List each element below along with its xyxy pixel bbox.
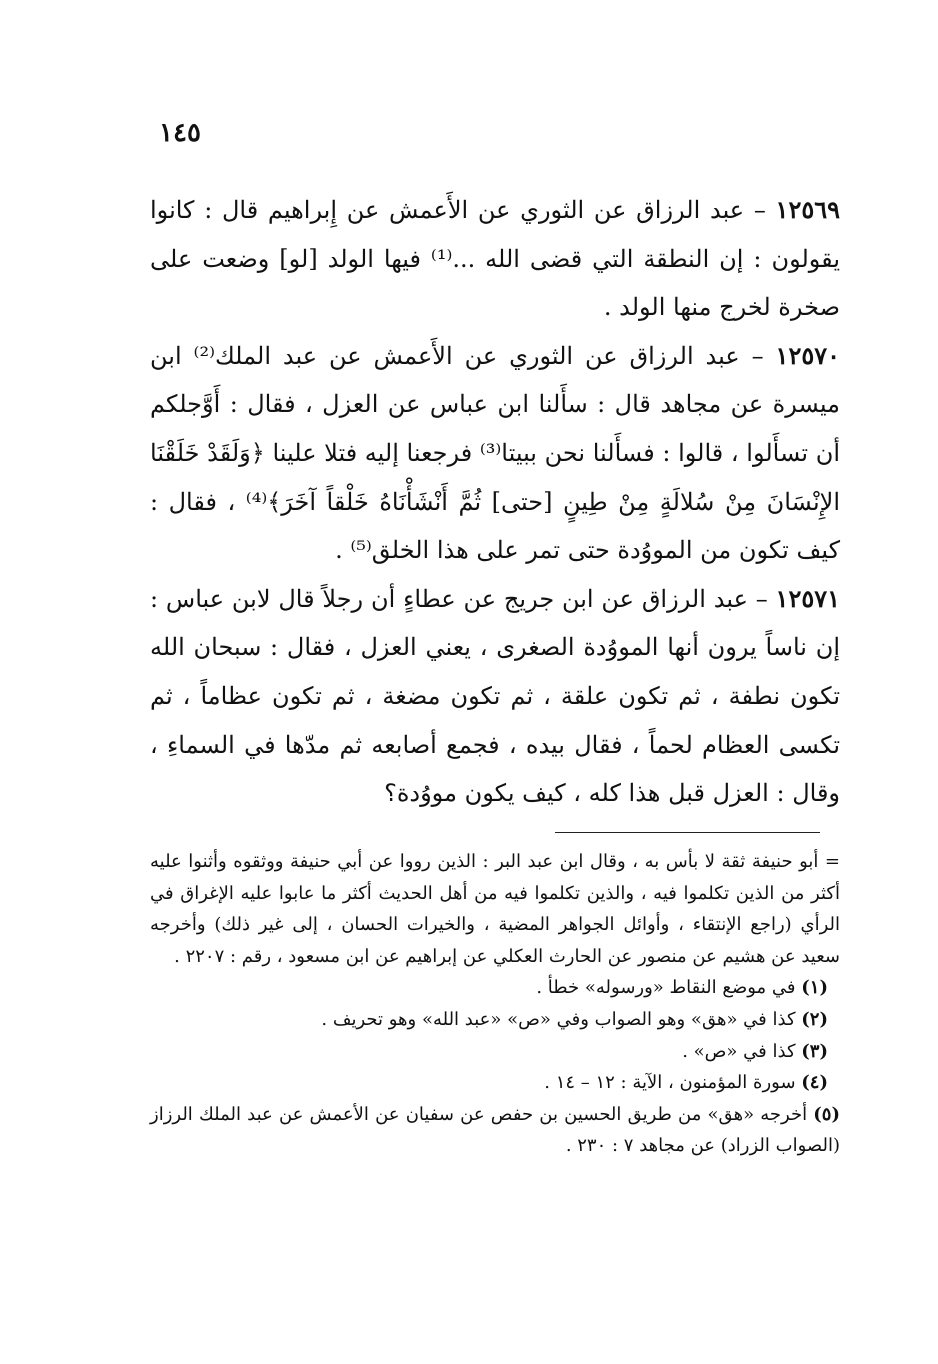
- footnote-marker: (١): [801, 977, 828, 999]
- footnote-divider: [555, 832, 820, 833]
- footnote-marker: (٥): [813, 1103, 840, 1125]
- hadith-number: ١٢٥٦٩: [775, 195, 840, 224]
- footnote-marker: (٤): [801, 1072, 828, 1094]
- footnote-text: كذا في «هق» وهو الصواب وفي «ص» «عبد الله» وهو تحريف .: [321, 1008, 796, 1030]
- footnote: [150, 972, 840, 1004]
- page-number: ١٤٥: [159, 118, 201, 148]
- footnote-text: في موضع النقاط «ورسوله» خطأ .: [536, 977, 796, 999]
- footnote: [150, 1036, 840, 1068]
- main-text: [150, 186, 840, 818]
- hadith-paragraph: [150, 332, 840, 575]
- footnote-marker: (٢): [801, 1008, 828, 1030]
- hadith-number: ١٢٥٧١: [775, 583, 840, 613]
- footnotes: [150, 846, 840, 1162]
- footnote: [150, 1004, 840, 1036]
- hadith-number: ١٢٥٧٠: [775, 340, 840, 370]
- footnote: [150, 1067, 840, 1099]
- footnote-text: أخرجه «هق» من طريق الحسين بن حفص عن سفيان عن الأعمش عن عبد الملك الرزاز (الصواب الزراد) عن مجاهد ٧ : ٢٣٠ .: [150, 1103, 840, 1157]
- hadith-text: – عبد الرزاق عن ابن جريج عن عطاءٍ أن رجلاً قال لابن عباس : إن ناساً يرون أنها المووُدة الصغرى ، يعني العزل ، فقال : سبحان الله تكون نطفة ، ثم تكون علقة ، ثم تكون مضغة ، ثم تكون عظاماً ، ثم تكسى العظام لحماً ، فقال بيده ، فجمع أصابعه ثم مدّها في السماءِ ، وقال : العزل قبل هذا كله ، كيف يكون مووُدة؟: [150, 584, 840, 808]
- footnote-text: سورة المؤمنون ، الآية : ١٢ – ١٤ .: [544, 1072, 796, 1094]
- footnote-marker: (٣): [801, 1040, 828, 1062]
- footnote-continuation: = أبو حنيفة ثقة لا بأس به ، وقال ابن عبد البر : الذين رووا عن أبي حنيفة ووثقوه وأثنوا عليه أكثر من الذين تكلموا فيه ، والذين تكلموا فيه من أهل الحديث أكثر ما عابوا عليه الإغراق في الرأي (راجع الإنتقاء ، وأوائل الجواهر المضية ، والخيرات الحسان ، إلى غير ذلك) وأخرجه سعيد عن هشيم عن منصور عن الحارث العكلي عن إبراهيم عن ابن مسعود ، رقم : ٢٢٠٧ .: [150, 851, 840, 967]
- hadith-text: – عبد الرزاق عن الثوري عن الأَعمش عن عبد الملك⁽²⁾ ابن ميسرة عن مجاهد قال : سأَلنا ابن عباس عن العزل ، فقال : أَوَّجلكم أن تسأَلوا ، قالوا : فسأَلنا نحن ببيتا⁽³⁾ فرجعنا إليه فتلا علينا ﴿وَلَقَدْ خَلَقْنَا الإِنْسَانَ مِنْ سُلالَةٍ مِنْ طِينٍ [حتى] ثُمَّ أَنْشَأْنَاهُ خَلْقاً آخَرَ﴾⁽⁴⁾ ، فقال : كيف تكون من المووُدة حتى تمر على هذا الخلق⁽⁵⁾ .: [150, 341, 840, 565]
- hadith-paragraph: [150, 186, 840, 332]
- hadith-text: – عبد الرزاق عن الثوري عن الأَعمش عن إِبراهيم قال : كانوا يقولون : إن النطقة التي قضى الله ...⁽¹⁾ فيها الولد [لو] وضعت على صخرة لخرج منها الولد .: [150, 196, 841, 322]
- footnote-text: كذا في «ص» .: [682, 1040, 796, 1062]
- hadith-paragraph: [150, 575, 840, 818]
- footnote: [150, 1099, 840, 1162]
